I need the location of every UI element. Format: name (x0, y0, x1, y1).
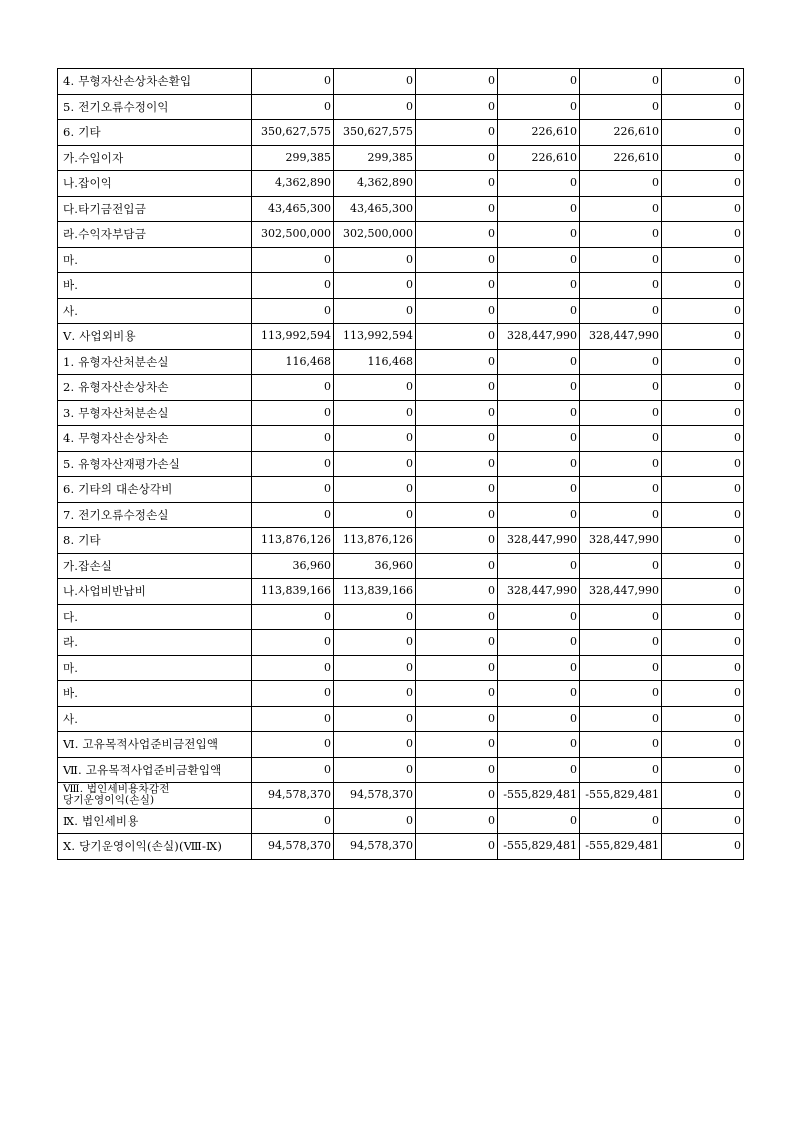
amount-cell-col3: 0 (416, 145, 498, 171)
amount-cell-col5: 0 (580, 732, 662, 758)
amount-cell-col3: 0 (416, 604, 498, 630)
table-row (58, 732, 744, 758)
amount-cell-col2: 0 (334, 732, 416, 758)
row-label: 1. 유형자산처분손실 (58, 349, 252, 375)
table-row (58, 375, 744, 401)
amount-cell-col4: -555,829,481 (498, 834, 580, 860)
amount-cell-col4: 226,610 (498, 120, 580, 146)
amount-cell-col1: 0 (252, 451, 334, 477)
row-label: 다. (58, 604, 252, 630)
amount-cell-col1: 0 (252, 375, 334, 401)
amount-cell-col2: 0 (334, 477, 416, 503)
amount-cell-col3: 0 (416, 426, 498, 452)
row-label: Ⅵ. 고유목적사업준비금전입액 (58, 732, 252, 758)
amount-cell-col4: 0 (498, 502, 580, 528)
row-label: 3. 무형자산처분손실 (58, 400, 252, 426)
amount-cell-col5: 0 (580, 69, 662, 95)
table-row (58, 553, 744, 579)
amount-cell-col5: 0 (580, 655, 662, 681)
amount-cell-col4: 0 (498, 553, 580, 579)
amount-cell-col3: 0 (416, 553, 498, 579)
table-row (58, 324, 744, 350)
amount-cell-col5: 0 (580, 706, 662, 732)
amount-cell-col1: 0 (252, 502, 334, 528)
amount-cell-col6: 0 (662, 808, 744, 834)
amount-cell-col4: 328,447,990 (498, 528, 580, 554)
amount-cell-col5: 0 (580, 400, 662, 426)
amount-cell-col4: 0 (498, 706, 580, 732)
amount-cell-col5: 0 (580, 451, 662, 477)
table-row (58, 630, 744, 656)
amount-cell-col2: 0 (334, 681, 416, 707)
amount-cell-col6: 0 (662, 451, 744, 477)
amount-cell-col2: 0 (334, 426, 416, 452)
amount-cell-col3: 0 (416, 732, 498, 758)
amount-cell-col4: 0 (498, 426, 580, 452)
amount-cell-col2: 113,876,126 (334, 528, 416, 554)
row-label: 2. 유형자산손상차손 (58, 375, 252, 401)
amount-cell-col6: 0 (662, 834, 744, 860)
row-label: 7. 전기오류수정손실 (58, 502, 252, 528)
amount-cell-col3: 0 (416, 451, 498, 477)
amount-cell-col3: 0 (416, 196, 498, 222)
amount-cell-col1: 0 (252, 757, 334, 783)
amount-cell-col1: 0 (252, 681, 334, 707)
amount-cell-col2: 0 (334, 451, 416, 477)
amount-cell-col3: 0 (416, 477, 498, 503)
amount-cell-col4: 0 (498, 94, 580, 120)
table-row (58, 477, 744, 503)
amount-cell-col5: 0 (580, 171, 662, 197)
amount-cell-col4: 0 (498, 69, 580, 95)
table-row (58, 783, 744, 809)
amount-cell-col3: 0 (416, 630, 498, 656)
amount-cell-col6: 0 (662, 579, 744, 605)
amount-cell-col1: 36,960 (252, 553, 334, 579)
amount-cell-col1: 0 (252, 273, 334, 299)
amount-cell-col4: 328,447,990 (498, 579, 580, 605)
amount-cell-col6: 0 (662, 69, 744, 95)
amount-cell-col6: 0 (662, 732, 744, 758)
amount-cell-col1: 0 (252, 808, 334, 834)
amount-cell-col3: 0 (416, 375, 498, 401)
table-row (58, 120, 744, 146)
amount-cell-col3: 0 (416, 171, 498, 197)
table-row (58, 349, 744, 375)
amount-cell-col2: 0 (334, 298, 416, 324)
amount-cell-col4: 0 (498, 196, 580, 222)
amount-cell-col4: 0 (498, 630, 580, 656)
row-label: 사. (58, 706, 252, 732)
amount-cell-col4: 226,610 (498, 145, 580, 171)
amount-cell-col2: 0 (334, 604, 416, 630)
row-label: 바. (58, 273, 252, 299)
amount-cell-col3: 0 (416, 502, 498, 528)
row-label: 5. 유형자산재평가손실 (58, 451, 252, 477)
amount-cell-col1: 0 (252, 630, 334, 656)
table-row (58, 222, 744, 248)
table-row (58, 298, 744, 324)
amount-cell-col2: 0 (334, 630, 416, 656)
amount-cell-col1: 299,385 (252, 145, 334, 171)
amount-cell-col3: 0 (416, 94, 498, 120)
amount-cell-col4: 0 (498, 681, 580, 707)
row-label: 마. (58, 247, 252, 273)
row-label: 6. 기타의 대손상각비 (58, 477, 252, 503)
amount-cell-col5: 0 (580, 553, 662, 579)
amount-cell-col5: 0 (580, 757, 662, 783)
amount-cell-col6: 0 (662, 553, 744, 579)
amount-cell-col2: 116,468 (334, 349, 416, 375)
table-body (58, 69, 744, 860)
amount-cell-col1: 0 (252, 706, 334, 732)
row-label: 6. 기타 (58, 120, 252, 146)
amount-cell-col3: 0 (416, 273, 498, 299)
amount-cell-col6: 0 (662, 502, 744, 528)
amount-cell-col4: 0 (498, 171, 580, 197)
amount-cell-col6: 0 (662, 247, 744, 273)
amount-cell-col1: 113,876,126 (252, 528, 334, 554)
table-row (58, 706, 744, 732)
amount-cell-col4: 0 (498, 655, 580, 681)
amount-cell-col5: 0 (580, 222, 662, 248)
amount-cell-col6: 0 (662, 120, 744, 146)
amount-cell-col2: 0 (334, 808, 416, 834)
amount-cell-col1: 116,468 (252, 349, 334, 375)
amount-cell-col5: 0 (580, 426, 662, 452)
row-label: 5. 전기오류수정이익 (58, 94, 252, 120)
amount-cell-col5: 328,447,990 (580, 324, 662, 350)
row-label: 가.수입이자 (58, 145, 252, 171)
amount-cell-col1: 43,465,300 (252, 196, 334, 222)
amount-cell-col2: 0 (334, 69, 416, 95)
table-row (58, 247, 744, 273)
financial-statement-table (57, 68, 744, 860)
amount-cell-col2: 302,500,000 (334, 222, 416, 248)
amount-cell-col5: 0 (580, 502, 662, 528)
amount-cell-col5: 0 (580, 477, 662, 503)
amount-cell-col1: 113,992,594 (252, 324, 334, 350)
row-label: 나.잡이익 (58, 171, 252, 197)
row-label: 8. 기타 (58, 528, 252, 554)
amount-cell-col2: 0 (334, 655, 416, 681)
amount-cell-col1: 0 (252, 732, 334, 758)
table-row (58, 145, 744, 171)
row-label: 마. (58, 655, 252, 681)
amount-cell-col3: 0 (416, 706, 498, 732)
table-row (58, 196, 744, 222)
amount-cell-col6: 0 (662, 477, 744, 503)
amount-cell-col4: 0 (498, 349, 580, 375)
amount-cell-col2: 0 (334, 757, 416, 783)
amount-cell-col2: 36,960 (334, 553, 416, 579)
amount-cell-col3: 0 (416, 808, 498, 834)
amount-cell-col5: 0 (580, 630, 662, 656)
row-label: 사. (58, 298, 252, 324)
table-row (58, 400, 744, 426)
table-row (58, 655, 744, 681)
table-row (58, 757, 744, 783)
amount-cell-col3: 0 (416, 757, 498, 783)
amount-cell-col1: 0 (252, 604, 334, 630)
amount-cell-col3: 0 (416, 400, 498, 426)
amount-cell-col1: 0 (252, 426, 334, 452)
amount-cell-col6: 0 (662, 171, 744, 197)
amount-cell-col6: 0 (662, 145, 744, 171)
amount-cell-col2: 94,578,370 (334, 834, 416, 860)
table-row (58, 502, 744, 528)
amount-cell-col1: 0 (252, 400, 334, 426)
amount-cell-col2: 0 (334, 706, 416, 732)
amount-cell-col6: 0 (662, 375, 744, 401)
amount-cell-col4: 0 (498, 222, 580, 248)
amount-cell-col1: 113,839,166 (252, 579, 334, 605)
amount-cell-col3: 0 (416, 681, 498, 707)
amount-cell-col2: 0 (334, 94, 416, 120)
amount-cell-col6: 0 (662, 426, 744, 452)
amount-cell-col5: 0 (580, 681, 662, 707)
amount-cell-col4: 0 (498, 247, 580, 273)
amount-cell-col6: 0 (662, 400, 744, 426)
amount-cell-col6: 0 (662, 324, 744, 350)
amount-cell-col5: 0 (580, 94, 662, 120)
amount-cell-col4: 0 (498, 298, 580, 324)
amount-cell-col1: 0 (252, 247, 334, 273)
amount-cell-col1: 0 (252, 94, 334, 120)
table-row (58, 94, 744, 120)
amount-cell-col3: 0 (416, 222, 498, 248)
amount-cell-col5: 0 (580, 273, 662, 299)
amount-cell-col3: 0 (416, 298, 498, 324)
amount-cell-col4: 0 (498, 604, 580, 630)
amount-cell-col4: 0 (498, 451, 580, 477)
amount-cell-col6: 0 (662, 196, 744, 222)
amount-cell-col4: 0 (498, 808, 580, 834)
row-label: 바. (58, 681, 252, 707)
amount-cell-col1: 0 (252, 69, 334, 95)
amount-cell-col6: 0 (662, 298, 744, 324)
amount-cell-col5: 328,447,990 (580, 579, 662, 605)
amount-cell-col6: 0 (662, 604, 744, 630)
amount-cell-col2: 4,362,890 (334, 171, 416, 197)
amount-cell-col1: 94,578,370 (252, 834, 334, 860)
amount-cell-col3: 0 (416, 655, 498, 681)
amount-cell-col5: 226,610 (580, 120, 662, 146)
amount-cell-col2: 94,578,370 (334, 783, 416, 809)
amount-cell-col4: -555,829,481 (498, 783, 580, 809)
amount-cell-col4: 0 (498, 375, 580, 401)
amount-cell-col3: 0 (416, 324, 498, 350)
amount-cell-col2: 0 (334, 247, 416, 273)
amount-cell-col3: 0 (416, 120, 498, 146)
amount-cell-col5: 0 (580, 247, 662, 273)
amount-cell-col2: 113,992,594 (334, 324, 416, 350)
amount-cell-col2: 350,627,575 (334, 120, 416, 146)
row-label: Ⅷ. 법인세비용차감전 당기운영이익(손실) (58, 783, 252, 809)
amount-cell-col1: 302,500,000 (252, 222, 334, 248)
table-row (58, 528, 744, 554)
amount-cell-col3: 0 (416, 247, 498, 273)
amount-cell-col3: 0 (416, 528, 498, 554)
amount-cell-col5: 0 (580, 375, 662, 401)
amount-cell-col5: 0 (580, 298, 662, 324)
row-label: Ⅶ. 고유목적사업준비금환입액 (58, 757, 252, 783)
amount-cell-col6: 0 (662, 681, 744, 707)
amount-cell-col4: 328,447,990 (498, 324, 580, 350)
row-label: 4. 무형자산손상차손환입 (58, 69, 252, 95)
amount-cell-col6: 0 (662, 273, 744, 299)
amount-cell-col6: 0 (662, 655, 744, 681)
amount-cell-col1: 94,578,370 (252, 783, 334, 809)
amount-cell-col2: 113,839,166 (334, 579, 416, 605)
amount-cell-col5: 0 (580, 808, 662, 834)
table-row (58, 808, 744, 834)
amount-cell-col6: 0 (662, 706, 744, 732)
amount-cell-col6: 0 (662, 528, 744, 554)
amount-cell-col3: 0 (416, 349, 498, 375)
amount-cell-col6: 0 (662, 630, 744, 656)
amount-cell-col1: 350,627,575 (252, 120, 334, 146)
amount-cell-col4: 0 (498, 400, 580, 426)
table-row (58, 426, 744, 452)
amount-cell-col5: 0 (580, 196, 662, 222)
amount-cell-col1: 0 (252, 298, 334, 324)
amount-cell-col2: 43,465,300 (334, 196, 416, 222)
table-row (58, 451, 744, 477)
amount-cell-col6: 0 (662, 222, 744, 248)
table-row (58, 171, 744, 197)
amount-cell-col2: 0 (334, 502, 416, 528)
amount-cell-col5: 0 (580, 349, 662, 375)
amount-cell-col5: 328,447,990 (580, 528, 662, 554)
amount-cell-col5: -555,829,481 (580, 783, 662, 809)
amount-cell-col5: 0 (580, 604, 662, 630)
amount-cell-col3: 0 (416, 579, 498, 605)
amount-cell-col4: 0 (498, 757, 580, 783)
amount-cell-col4: 0 (498, 273, 580, 299)
amount-cell-col4: 0 (498, 477, 580, 503)
amount-cell-col1: 0 (252, 477, 334, 503)
table-row (58, 579, 744, 605)
amount-cell-col1: 0 (252, 655, 334, 681)
row-label: 라. (58, 630, 252, 656)
amount-cell-col6: 0 (662, 757, 744, 783)
table-row (58, 69, 744, 95)
row-label: Ⅹ. 당기운영이익(손실)(Ⅷ-Ⅸ) (58, 834, 252, 860)
row-label: Ⅴ. 사업외비용 (58, 324, 252, 350)
amount-cell-col2: 0 (334, 400, 416, 426)
row-label: 라.수익자부담금 (58, 222, 252, 248)
table-row (58, 681, 744, 707)
amount-cell-col2: 0 (334, 375, 416, 401)
amount-cell-col5: 226,610 (580, 145, 662, 171)
table-row (58, 273, 744, 299)
row-label: 4. 무형자산손상차손 (58, 426, 252, 452)
amount-cell-col3: 0 (416, 69, 498, 95)
row-label: 다.타기금전입금 (58, 196, 252, 222)
table-row (58, 834, 744, 860)
amount-cell-col2: 299,385 (334, 145, 416, 171)
row-label: 가.잡손실 (58, 553, 252, 579)
table-row (58, 604, 744, 630)
amount-cell-col6: 0 (662, 783, 744, 809)
amount-cell-col4: 0 (498, 732, 580, 758)
amount-cell-col3: 0 (416, 834, 498, 860)
amount-cell-col6: 0 (662, 94, 744, 120)
amount-cell-col3: 0 (416, 783, 498, 809)
row-label: Ⅸ. 법인세비용 (58, 808, 252, 834)
amount-cell-col1: 4,362,890 (252, 171, 334, 197)
row-label: 나.사업비반납비 (58, 579, 252, 605)
amount-cell-col6: 0 (662, 349, 744, 375)
amount-cell-col2: 0 (334, 273, 416, 299)
amount-cell-col5: -555,829,481 (580, 834, 662, 860)
